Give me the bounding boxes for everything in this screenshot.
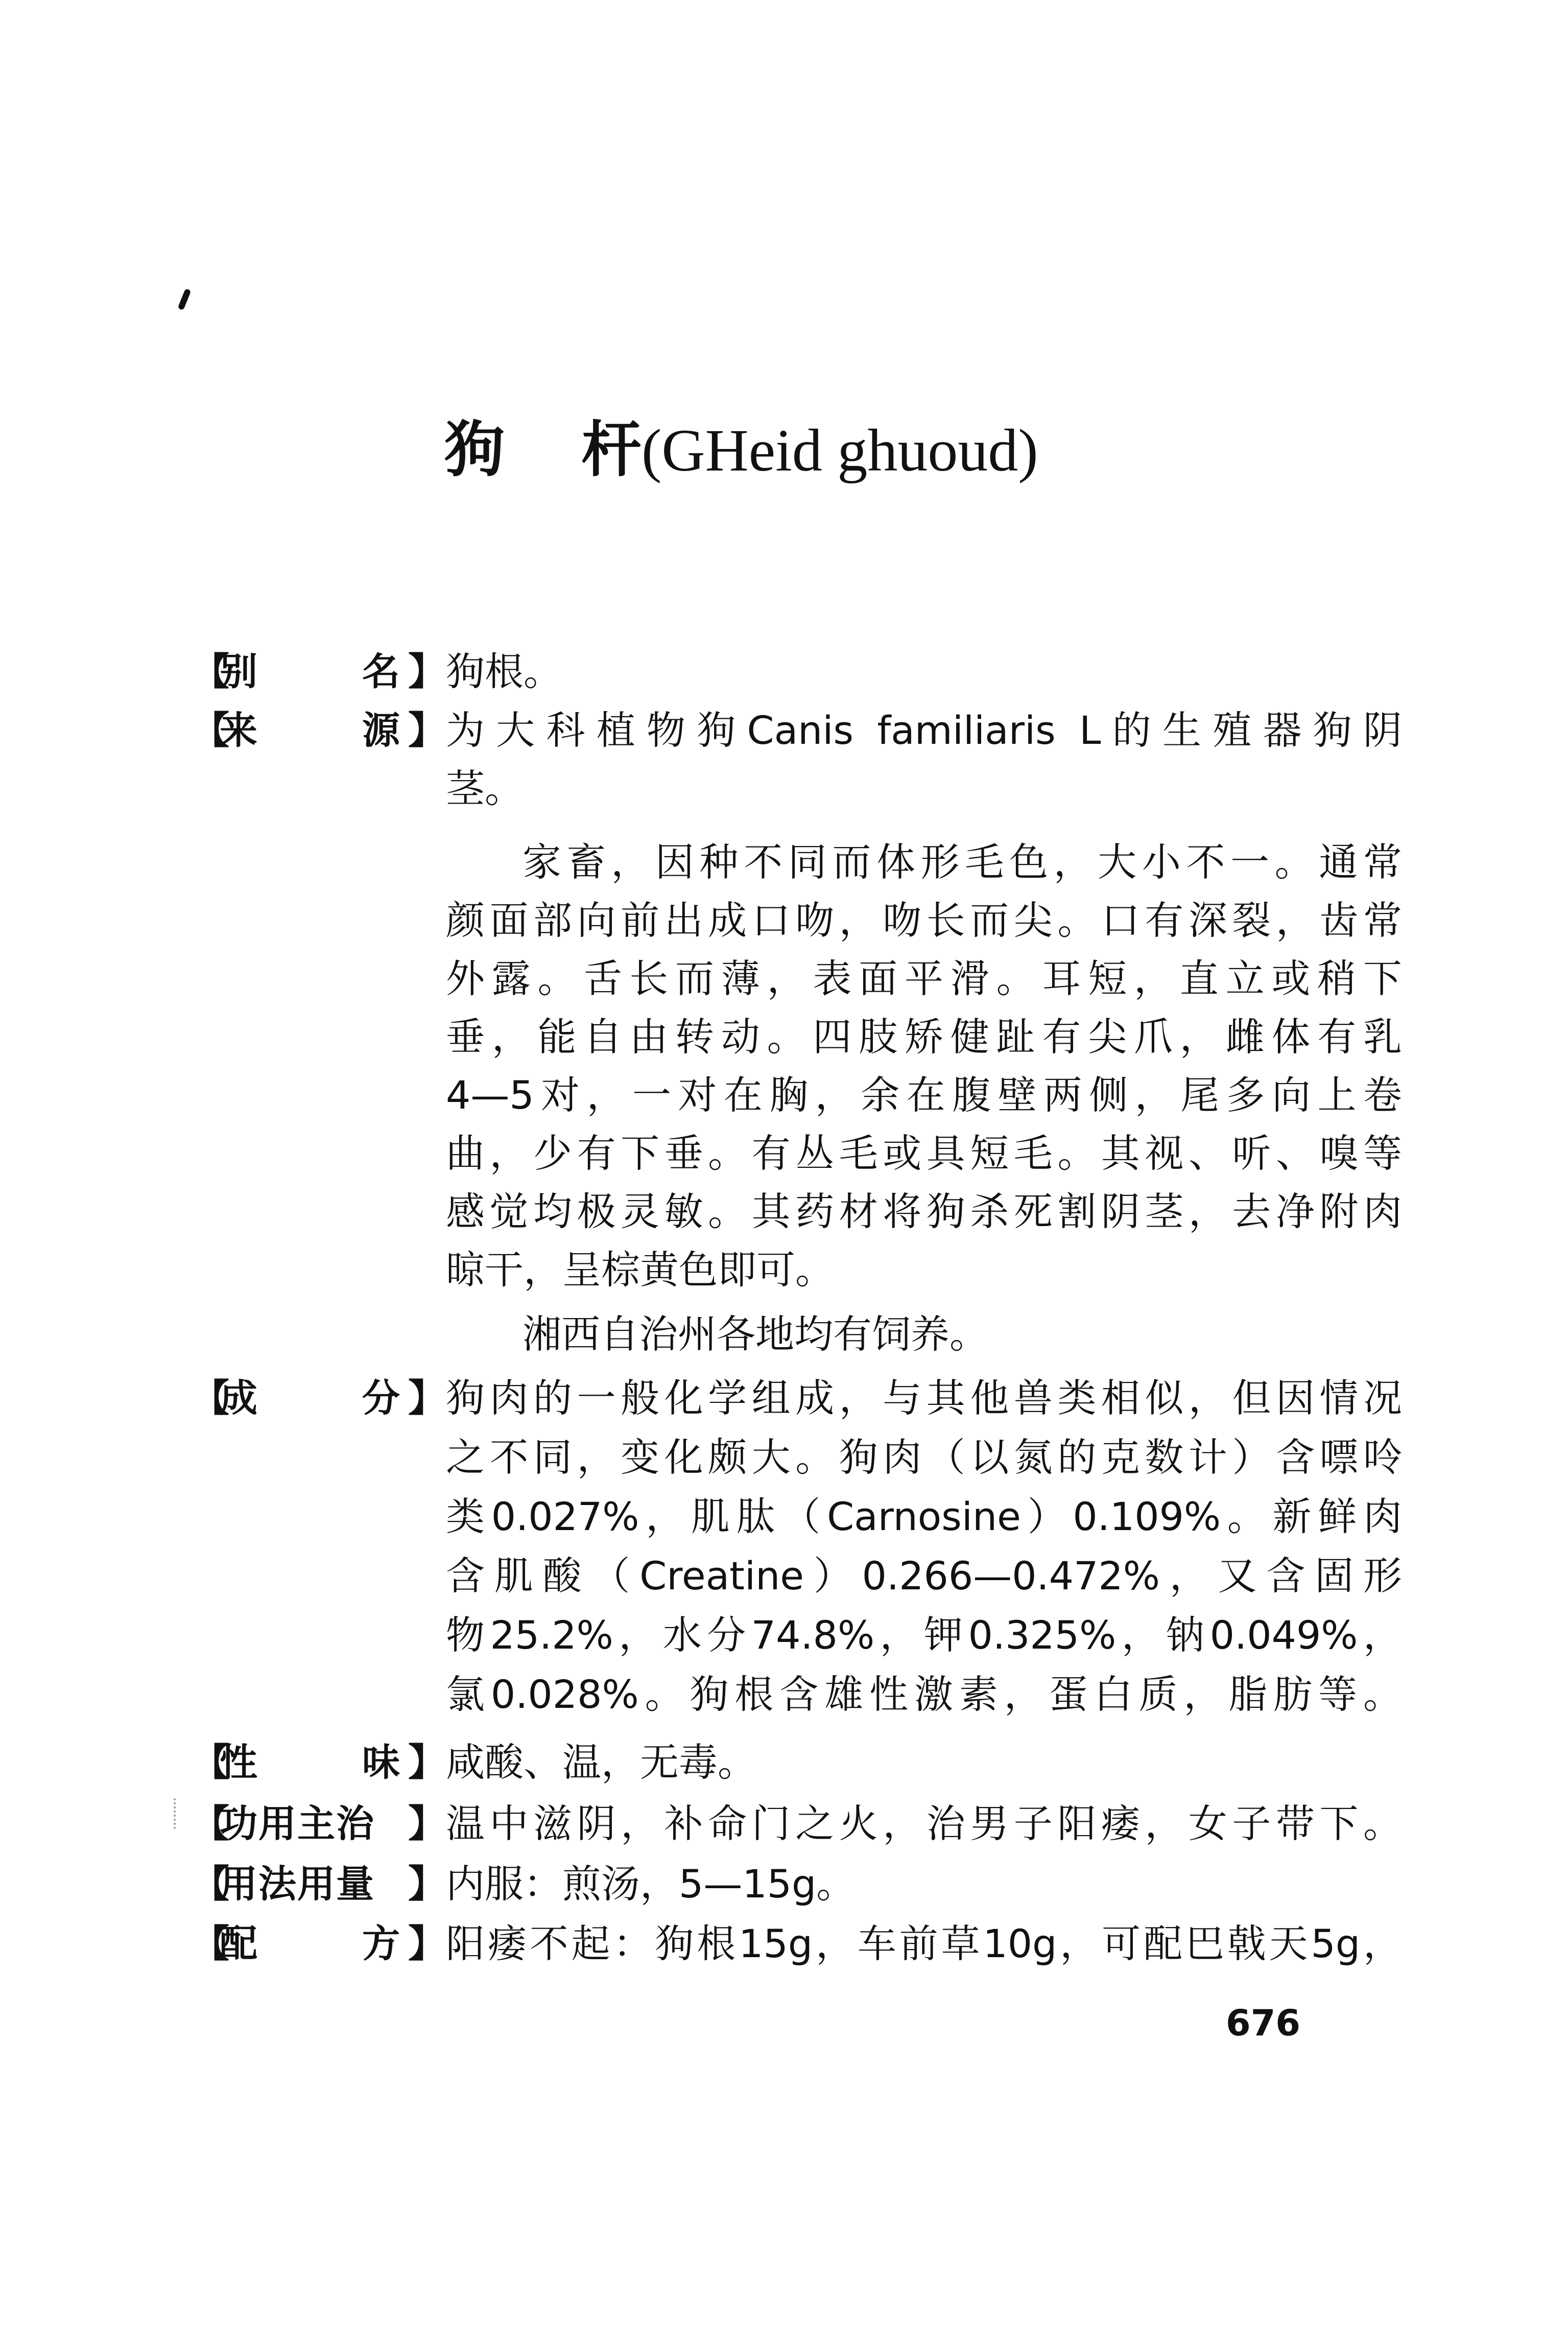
function-text: 温中滋阴，补命门之火，治男子阳痿，女子带下。: [446, 1801, 1402, 1846]
composition-line: 之不同，变化颇大。狗肉（以氮的克数计）含嘌呤: [446, 1435, 1402, 1480]
source-line: 外露。舌长而薄，表面平滑。耳短，直立或稍下: [446, 956, 1402, 1001]
title-char-2: 杆: [581, 414, 642, 485]
composition-line: 含肌酸（Creatine）0.266—0.472%，又含固形: [446, 1553, 1402, 1599]
page-number: 676: [1226, 2002, 1301, 2044]
source-line: 感觉均极灵敏。其药材将狗杀死割阴茎，去净附肉: [446, 1189, 1402, 1234]
source-line: 家畜，因种不同而体形毛色，大小不一。通常: [522, 839, 1402, 885]
source-line: 曲，少有下垂。有丛毛或具短毛。其视、听、嗅等: [446, 1131, 1402, 1176]
source-line: 为大科植物狗Canis familiaris L的生殖器狗阴: [446, 708, 1402, 753]
stray-ink-mark: [178, 288, 192, 310]
nature-text: 咸酸、温，无毒。: [446, 1740, 756, 1785]
title-char-1: 狗: [444, 414, 505, 485]
title-romanization: (GHeid ghuoud): [642, 417, 1038, 484]
label-function: 【 功用主治 】: [192, 1802, 446, 1846]
margin-dots: [174, 1798, 180, 1829]
alias-text: 狗根。: [446, 649, 562, 694]
source-line: 颜面部向前出成口吻，吻长而尖。口有深裂，齿常: [446, 898, 1402, 943]
label-alias: 【 别 名 】: [192, 650, 446, 694]
formula-text: 阳痿不起：狗根15g，车前草10g，可配巴戟天5g，: [446, 1921, 1402, 1966]
source-line: 垂，能自由转动。四肢矫健趾有尖爪，雌体有乳: [446, 1014, 1402, 1060]
composition-line: 物25.2%，水分74.8%，钾0.325%，钠0.049%，: [446, 1612, 1402, 1658]
label-nature: 【 性 味 】: [192, 1741, 446, 1784]
composition-line: 狗肉的一般化学组成，与其他兽类相似，但因情况: [446, 1375, 1402, 1421]
source-line: 湘西自治州各地均有饲养。: [522, 1311, 988, 1357]
page-title: [444, 414, 1038, 486]
source-line: 4—5对，一对在胸，余在腹壁两侧，尾多向上卷: [446, 1072, 1402, 1118]
composition-line: 氯0.028%。狗根含雄性激素，蛋白质，脂肪等。: [446, 1672, 1402, 1717]
composition-line: 类0.027%，肌肽（Carnosine）0.109%。新鲜肉: [446, 1494, 1402, 1539]
label-source: 【 来 源 】: [192, 709, 446, 753]
usage-text: 内服：煎汤，5—15g。: [446, 1861, 856, 1907]
label-composition: 【 成 分 】: [192, 1376, 446, 1420]
source-line: 茎。: [446, 766, 524, 811]
source-line: 晾干，呈棕黄色即可。: [446, 1247, 834, 1293]
label-usage: 【 用法用量 】: [192, 1862, 446, 1906]
label-formula: 【 配 方 】: [192, 1922, 446, 1966]
